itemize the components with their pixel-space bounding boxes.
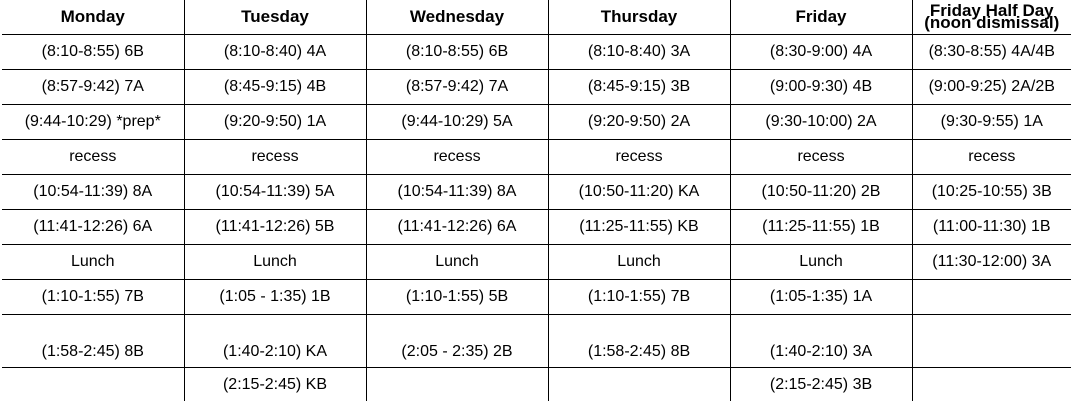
schedule-cell: (8:10-8:40) 3A <box>548 35 730 70</box>
lunch-row <box>2 245 1071 280</box>
lunch-cell: Lunch <box>184 245 366 280</box>
schedule-cell: (10:54-11:39) 8A <box>366 175 548 210</box>
schedule-cell: (1:58-2:45) 8B <box>2 315 184 368</box>
schedule-cell: (9:20-9:50) 2A <box>548 105 730 140</box>
schedule-cell: (1:40-2:10) KA <box>184 315 366 368</box>
lunch-cell: Lunch <box>2 245 184 280</box>
schedule-cell: (1:05 - 1:35) 1B <box>184 280 366 315</box>
recess-row <box>2 140 1071 175</box>
day-header-friday-half-day: Friday Half Day (noon dismissal) <box>912 0 1071 35</box>
schedule-cell <box>2 368 184 401</box>
schedule-cell: (1:40-2:10) 3A <box>730 315 912 368</box>
recess-cell: recess <box>730 140 912 175</box>
table-row <box>2 315 1071 368</box>
table-row <box>2 210 1071 245</box>
lunch-cell: Lunch <box>730 245 912 280</box>
schedule-cell: (10:50-11:20) 2B <box>730 175 912 210</box>
header-row <box>2 0 1071 35</box>
schedule-cell: (8:45-9:15) 4B <box>184 70 366 105</box>
table-row <box>2 175 1071 210</box>
schedule-cell: (8:57-9:42) 7A <box>2 70 184 105</box>
schedule-cell: (10:54-11:39) 5A <box>184 175 366 210</box>
schedule-cell: (9:30-9:55) 1A <box>912 105 1071 140</box>
schedule-cell <box>912 315 1071 368</box>
schedule-cell: (11:00-11:30) 1B <box>912 210 1071 245</box>
schedule-cell: (8:30-8:55) 4A/4B <box>912 35 1071 70</box>
table-row <box>2 105 1071 140</box>
table-row <box>2 368 1071 401</box>
schedule-cell: (9:44-10:29) *prep* <box>2 105 184 140</box>
recess-cell: recess <box>912 140 1071 175</box>
schedule-cell: (10:50-11:20) KA <box>548 175 730 210</box>
table-row <box>2 70 1071 105</box>
schedule-cell: (9:00-9:30) 4B <box>730 70 912 105</box>
day-header-tuesday: Tuesday <box>184 0 366 35</box>
schedule-cell: (11:41-12:26) 6A <box>366 210 548 245</box>
schedule-cell: (8:10-8:40) 4A <box>184 35 366 70</box>
schedule-cell: (11:30-12:00) 3A <box>912 245 1071 280</box>
schedule-cell: (11:25-11:55) 1B <box>730 210 912 245</box>
schedule-cell: (11:41-12:26) 6A <box>2 210 184 245</box>
schedule-cell: (1:10-1:55) 7B <box>2 280 184 315</box>
day-header-monday: Monday <box>2 0 184 35</box>
schedule-cell: (8:30-9:00) 4A <box>730 35 912 70</box>
schedule-cell: (8:10-8:55) 6B <box>2 35 184 70</box>
lunch-cell: Lunch <box>366 245 548 280</box>
schedule-cell: (1:10-1:55) 7B <box>548 280 730 315</box>
schedule-cell: (8:10-8:55) 6B <box>366 35 548 70</box>
recess-cell: recess <box>548 140 730 175</box>
schedule-cell: (9:20-9:50) 1A <box>184 105 366 140</box>
recess-cell: recess <box>2 140 184 175</box>
schedule-cell: (11:41-12:26) 5B <box>184 210 366 245</box>
schedule-cell: (9:00-9:25) 2A/2B <box>912 70 1071 105</box>
recess-cell: recess <box>184 140 366 175</box>
schedule-cell: (1:10-1:55) 5B <box>366 280 548 315</box>
day-header-thursday: Thursday <box>548 0 730 35</box>
schedule-cell: (8:45-9:15) 3B <box>548 70 730 105</box>
recess-cell: recess <box>366 140 548 175</box>
schedule-cell: (2:15-2:45) KB <box>184 368 366 401</box>
lunch-cell: Lunch <box>548 245 730 280</box>
table-row <box>2 280 1071 315</box>
schedule-cell <box>366 368 548 401</box>
schedule-cell: (8:57-9:42) 7A <box>366 70 548 105</box>
schedule-cell: (10:54-11:39) 8A <box>2 175 184 210</box>
schedule-cell: (10:25-10:55) 3B <box>912 175 1071 210</box>
schedule-cell: (9:44-10:29) 5A <box>366 105 548 140</box>
schedule-cell: (11:25-11:55) KB <box>548 210 730 245</box>
schedule-cell: (1:05-1:35) 1A <box>730 280 912 315</box>
schedule-cell: (2:15-2:45) 3B <box>730 368 912 401</box>
day-header-wednesday: Wednesday <box>366 0 548 35</box>
day-header-friday: Friday <box>730 0 912 35</box>
table-row <box>2 35 1071 70</box>
schedule-cell <box>548 368 730 401</box>
schedule-table <box>2 0 1071 401</box>
schedule-cell <box>912 368 1071 401</box>
schedule-cell: (2:05 - 2:35) 2B <box>366 315 548 368</box>
schedule-cell: (1:58-2:45) 8B <box>548 315 730 368</box>
schedule-cell: (9:30-10:00) 2A <box>730 105 912 140</box>
schedule-cell <box>912 280 1071 315</box>
